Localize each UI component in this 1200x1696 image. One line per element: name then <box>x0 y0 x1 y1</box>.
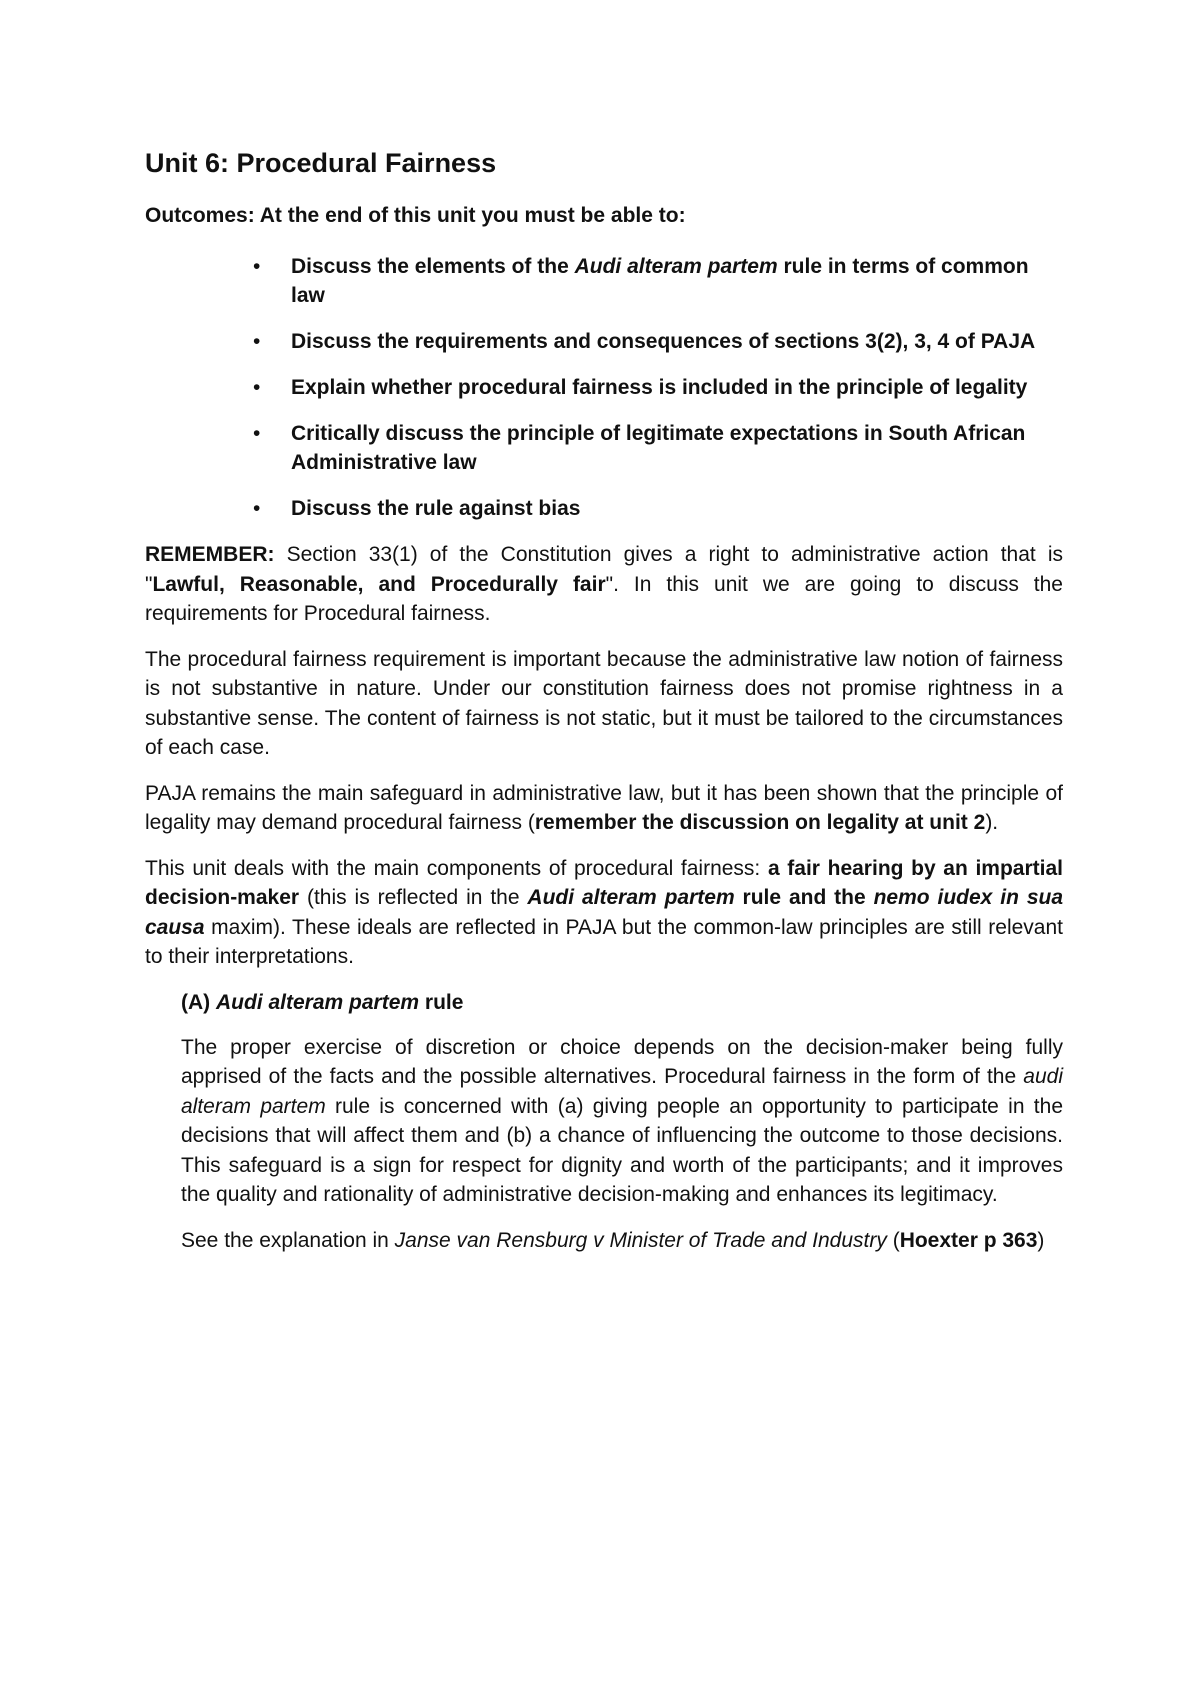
outcomes-list <box>145 252 1063 523</box>
see-explanation-paragraph: See the explanation in Janse van Rensburg v Minister of Trade and Industry (Hoexter p 363) <box>181 1228 1045 1252</box>
bullet-icon: • <box>253 497 261 520</box>
components-paragraph: This unit deals with the main components of procedural fairness: a fair hearing by an impartial decision-maker (this is reflected in the Audi alteram partem rule and the nemo iudex in sua causa maxim). These ideals are reflected in PAJA but the common-law principles are still relevant to their interpretations. <box>145 856 1064 968</box>
remember-paragraph: REMEMBER: Section 33(1) of the Constitution gives a right to administrative action that is "Lawful, Reasonable, and Procedurally fair". In this unit we are going to discuss the requirements for Procedural fairness. <box>145 543 1063 625</box>
discretion-paragraph: The proper exercise of discretion or choice depends on the decision-maker being fully apprised of the facts and the possible alternatives. Procedural fairness in the form of the audi alteram partem rule is concerned with (a) giving people an opportunity to participate in the decisions that will affect them and (b) a chance of influencing the outcome to those decisions. This safeguard is a sign for respect for dignity and worth of the participants; and it improves the quality and rationality of administrative decision-making and enhances its legitimacy. <box>181 1035 1063 1206</box>
fairness-paragraph: The procedural fairness requirement is important because the administrative law notion of fairness is not substantive in nature. Under our constitution fairness does not promise rightness in a substantive sense. The content of fairness is not static, but it must be tailored to the circumstances of each case. <box>145 647 1063 759</box>
section-a-heading: (A) Audi alteram partem rule <box>181 990 464 1014</box>
bullet-icon: • <box>253 376 261 399</box>
outcome-item: • Discuss the rule against bias <box>145 494 1063 523</box>
paja-paragraph: PAJA remains the main safeguard in administrative law, but it has been shown that the principle of legality may demand procedural fairness (remember the discussion on legality at unit 2). <box>145 781 1063 834</box>
bullet-icon: • <box>253 422 261 445</box>
outcome-item: • Critically discuss the principle of legitimate expectations in South African Administrative law <box>145 419 1063 477</box>
document-page <box>145 146 1063 1271</box>
unit-title: Unit 6: Procedural Fairness <box>145 148 497 178</box>
outcome-item: • Explain whether procedural fairness is included in the principle of legality <box>145 373 1063 402</box>
bullet-icon: • <box>253 330 261 353</box>
outcomes-intro: Outcomes: At the end of this unit you must be able to: <box>145 204 686 227</box>
outcome-item: • Discuss the requirements and consequences of sections 3(2), 3, 4 of PAJA <box>145 327 1063 356</box>
outcome-item: • Discuss the elements of the Audi alteram partem rule in terms of common law <box>145 252 1063 310</box>
bullet-icon: • <box>253 255 261 278</box>
